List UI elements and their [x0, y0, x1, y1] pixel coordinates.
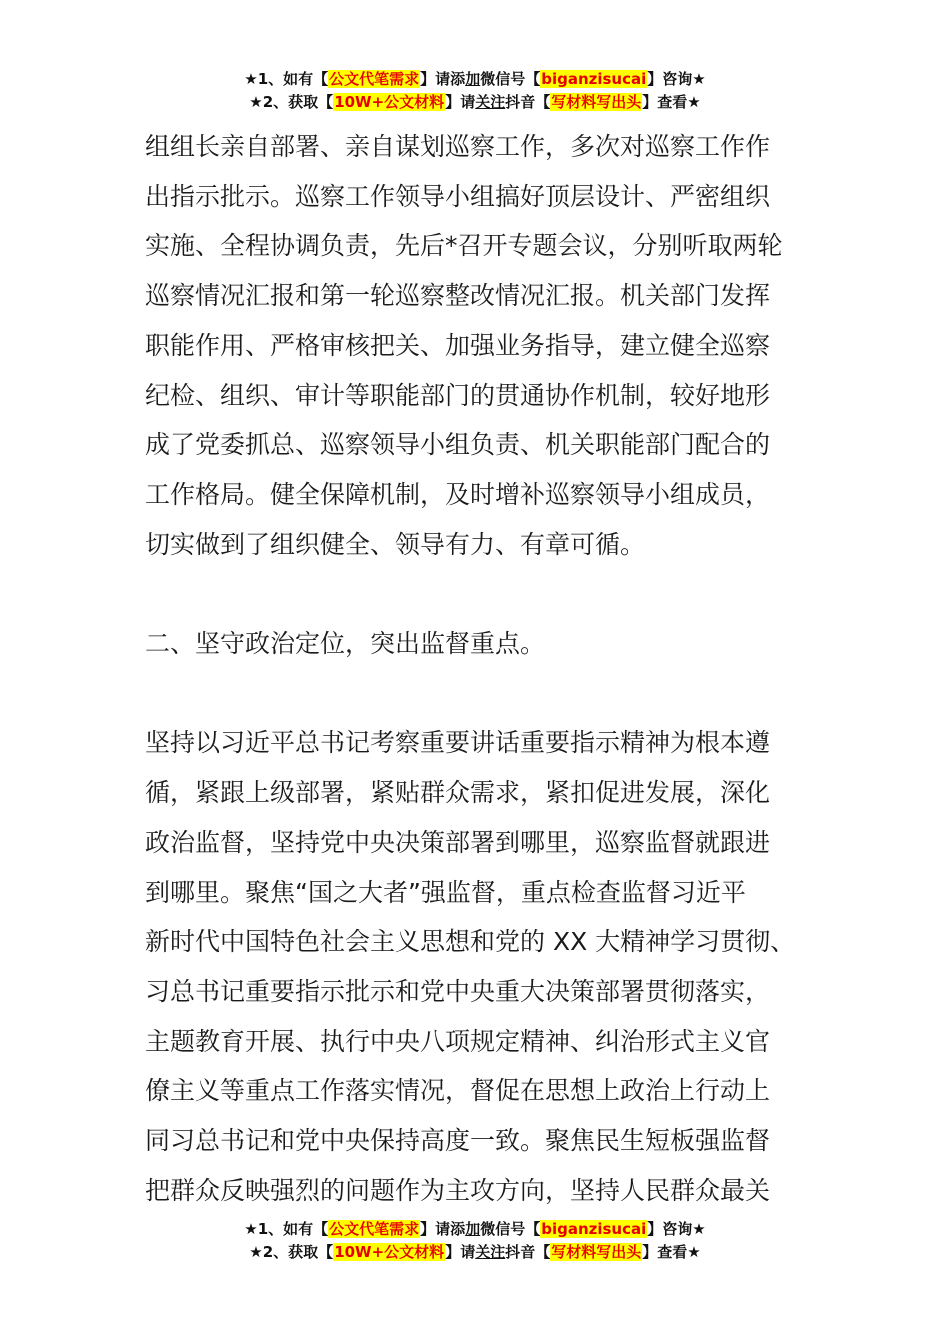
- body-line: 实施、全程协调负责，先后*召开专题会议，分别听取两轮: [145, 231, 783, 261]
- body-line: 坚持以习近平总书记考察重要讲话重要指示精神为根本遵: [145, 728, 771, 758]
- banner-line-1: [0, 68, 950, 91]
- banner-text: ★2、获取【: [249, 1243, 334, 1261]
- banner-highlight: 10W+公文材料: [334, 93, 445, 111]
- body-line: 主题教育开展、执行中央八项规定精神、纠治形式主义官: [145, 1026, 771, 1056]
- banner-highlight: 公文代笔需求: [329, 1220, 420, 1238]
- body-line: 切实做到了组织健全、领导有力、有章可循。: [145, 529, 646, 559]
- banner-text: 】查看★: [642, 93, 701, 111]
- banner-line-2: [0, 91, 950, 114]
- banner-text: 抖音【: [505, 93, 551, 111]
- body-line: 到哪里。聚焦“国之大者”强监督，重点检查监督习近平: [145, 877, 746, 907]
- banner-text: 微信号【: [480, 1220, 541, 1238]
- banner-text: 】请添: [420, 1220, 466, 1238]
- body-line: 循，紧跟上级部署，紧贴群众需求，紧扣促进发展，深化: [145, 778, 771, 808]
- body-line: 新时代中国特色社会主义思想和党的 XX 大精神学习贯彻、: [145, 927, 796, 957]
- paragraph-gap: [145, 569, 810, 619]
- banner-underline: 关注: [475, 1243, 506, 1261]
- banner-underline: 加: [465, 70, 481, 88]
- banner-text: 】咨询★: [647, 1220, 706, 1238]
- banner-highlight: 写材料写出头: [551, 1243, 642, 1261]
- paragraph-gap: [145, 669, 810, 719]
- body-line: 职能作用、严格审核把关、加强业务指导，建立健全巡察: [145, 330, 771, 360]
- banner-text: ★1、如有【: [244, 1220, 329, 1238]
- banner-line-2: [0, 1241, 950, 1264]
- banner-underline: 关注: [475, 93, 506, 111]
- banner-text: 】请: [445, 1243, 476, 1261]
- banner-highlight: 写材料写出头: [551, 93, 642, 111]
- banner-highlight: 公文代笔需求: [329, 70, 420, 88]
- banner-text: 】查看★: [642, 1243, 701, 1261]
- banner-text: ★2、获取【: [249, 93, 334, 111]
- banner-text: 】请: [445, 93, 476, 111]
- body-line: 成了党委抓总、巡察领导小组负责、机关职能部门配合的: [145, 430, 771, 460]
- header-banner: [0, 68, 950, 114]
- body-line: 政治监督，坚持党中央决策部署到哪里，巡察监督就跟进: [145, 827, 771, 857]
- body-line: 巡察情况汇报和第一轮巡察整改情况汇报。机关部门发挥: [145, 281, 771, 311]
- banner-text: 抖音【: [505, 1243, 551, 1261]
- banner-highlight: biganzisucai: [541, 1220, 647, 1238]
- body-line: 纪检、组织、审计等职能部门的贯通协作机制，较好地形: [145, 380, 771, 410]
- banner-text: 】咨询★: [647, 70, 706, 88]
- footer-banner: [0, 1218, 950, 1264]
- banner-text: ★1、如有【: [244, 70, 329, 88]
- body-line: 同习总书记和党中央保持高度一致。聚焦民生短板强监督: [145, 1126, 771, 1156]
- banner-text: 微信号【: [480, 70, 541, 88]
- document-body: [145, 122, 810, 1215]
- body-line: 工作格局。健全保障机制，及时增补巡察领导小组成员，: [145, 479, 771, 509]
- body-line: 僚主义等重点工作落实情况，督促在思想上政治上行动上: [145, 1076, 771, 1106]
- banner-underline: 加: [465, 1220, 481, 1238]
- body-line: 出指示批示。巡察工作领导小组搞好顶层设计、严密组织: [145, 181, 771, 211]
- body-line: 习总书记重要指示批示和党中央重大决策部署贯彻落实，: [145, 976, 771, 1006]
- banner-text: 】请添: [420, 70, 466, 88]
- banner-line-1: [0, 1218, 950, 1241]
- banner-highlight: 10W+公文材料: [334, 1243, 445, 1261]
- body-line: 组组长亲自部署、亲自谋划巡察工作，多次对巡察工作作: [145, 132, 771, 161]
- body-line: 把群众反映强烈的问题作为主攻方向，坚持人民群众最关: [145, 1175, 771, 1205]
- banner-highlight: biganzisucai: [541, 70, 647, 88]
- section-heading: 二、坚守政治定位，突出监督重点。: [145, 629, 546, 659]
